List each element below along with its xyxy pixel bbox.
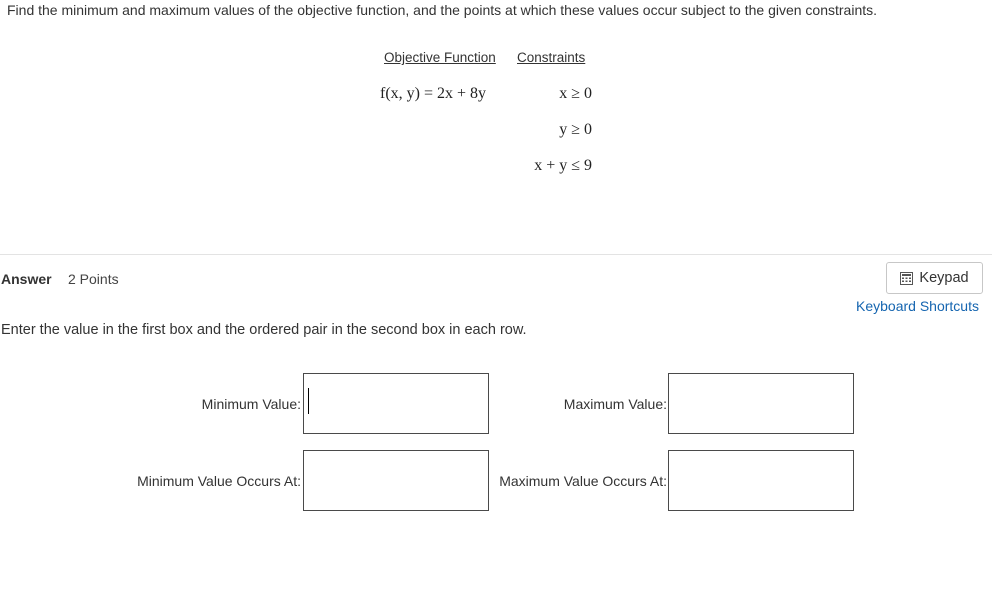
keypad-label: Keypad	[919, 270, 969, 286]
answer-label: Answer	[1, 271, 52, 287]
max-point-input[interactable]	[668, 450, 854, 511]
question-text: Find the minimum and maximum values of the objective function, and the points at which these values occur subject to the given constraints.	[7, 2, 878, 18]
max-value-label: Maximum Value:	[563, 396, 667, 412]
calculator-icon	[900, 272, 913, 285]
keyboard-shortcuts-link[interactable]: Keyboard Shortcuts	[856, 298, 979, 314]
max-value-input[interactable]	[668, 373, 854, 434]
objective-function: f(x, y) = 2x + 8y	[380, 85, 487, 102]
text-caret	[308, 388, 309, 414]
constraint-1: x ≥ 0	[559, 85, 592, 102]
instruction-text: Enter the value in the first box and the ordered pair in the second box in each row.	[1, 322, 527, 338]
keypad-button[interactable]	[886, 262, 983, 294]
min-value-input[interactable]	[303, 373, 489, 434]
constraint-3: x + y ≤ 9	[534, 157, 592, 174]
objective-function-header: Objective Function	[384, 50, 496, 65]
min-point-label: Minimum Value Occurs At:	[137, 473, 301, 489]
min-value-label: Minimum Value:	[201, 396, 301, 412]
max-point-label: Maximum Value Occurs At:	[499, 473, 667, 489]
section-divider	[0, 254, 992, 255]
constraints-header: Constraints	[517, 50, 586, 65]
min-point-input[interactable]	[303, 450, 489, 511]
points-badge: 2 Points	[68, 271, 119, 287]
constraint-2: y ≥ 0	[559, 121, 592, 138]
